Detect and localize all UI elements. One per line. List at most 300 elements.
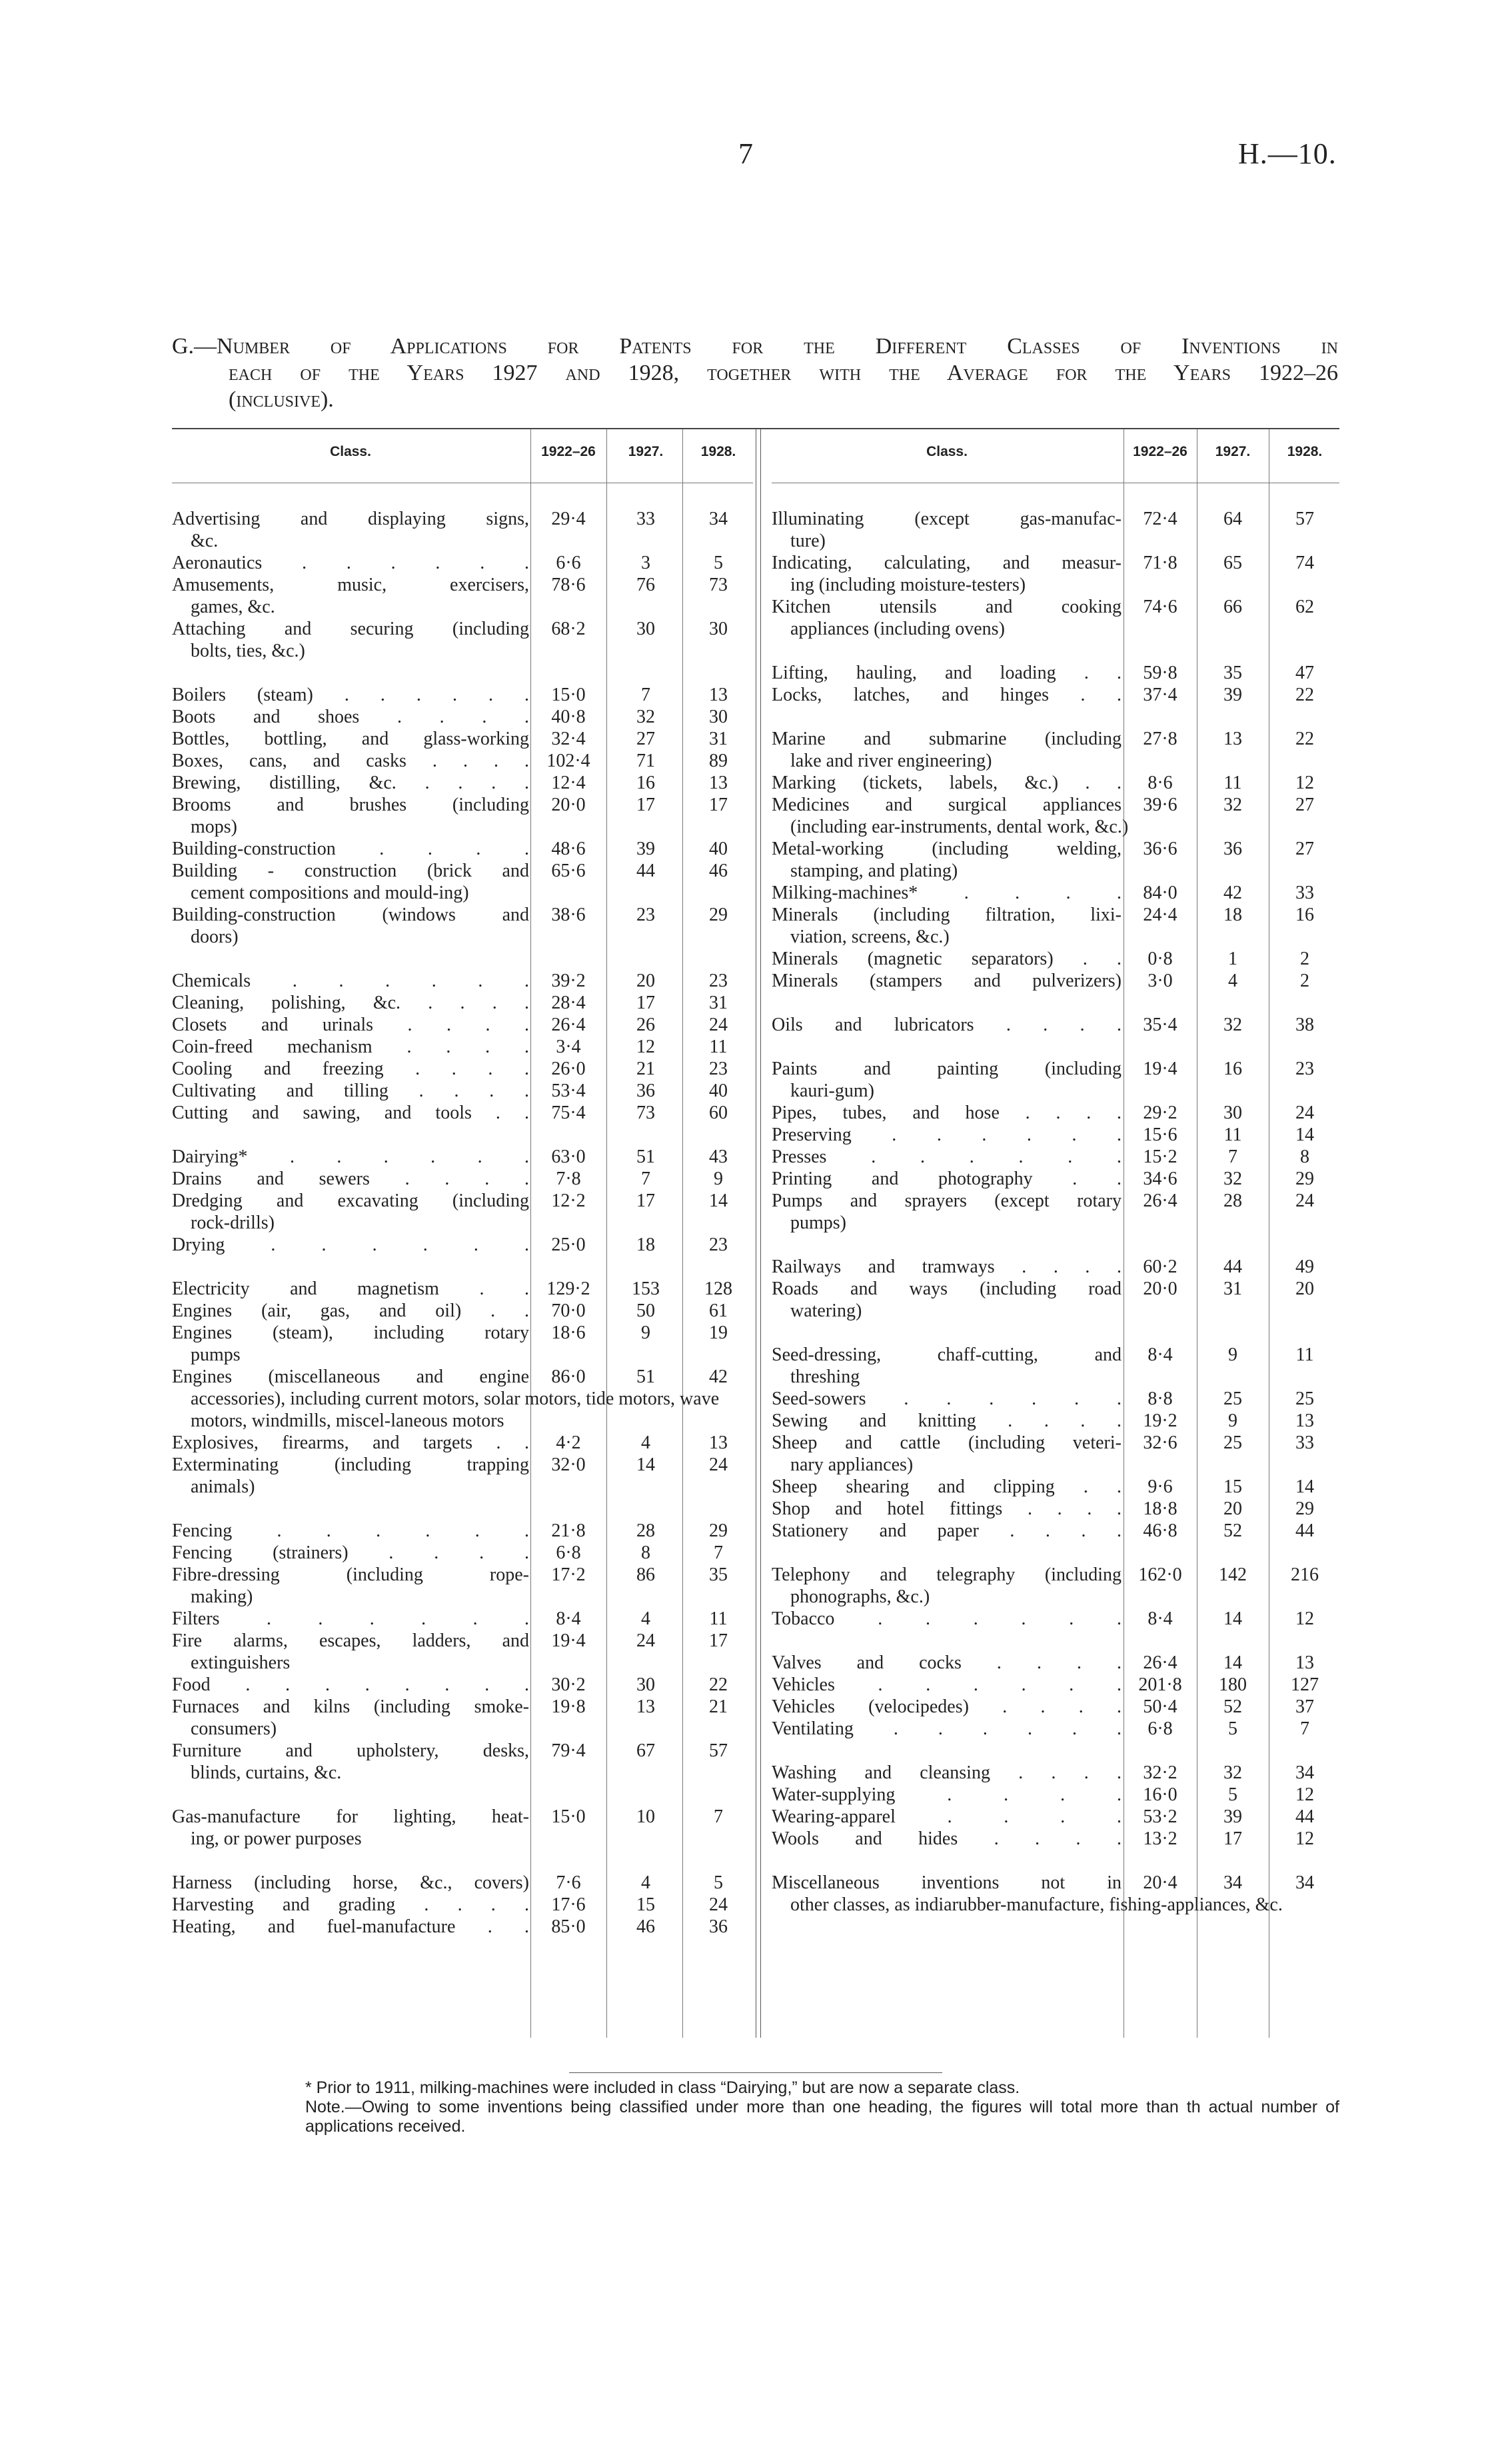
table-row: [172, 1146, 753, 1168]
class-name-continued: threshing: [790, 1366, 860, 1387]
row-group: [772, 1564, 1339, 1630]
table-row: [772, 1432, 1339, 1476]
table-row: [172, 1916, 753, 1938]
class-name-continued: making): [191, 1586, 253, 1607]
count-1928: 33: [1295, 1432, 1314, 1453]
average-1922-26: 21·8: [551, 1520, 586, 1541]
class-name: Sewing and knitting . . . .: [772, 1410, 1122, 1431]
average-1922-26: 26·4: [1143, 1652, 1177, 1673]
average-1922-26: 35·4: [1143, 1015, 1177, 1035]
class-name-continued: ture): [790, 531, 826, 551]
count-1928: 27: [1295, 795, 1314, 815]
class-name-continued: mops): [191, 817, 237, 837]
class-name-continued: viation, screens, &c.): [790, 927, 950, 947]
average-1922-26: 68·2: [551, 619, 586, 639]
count-1927: 13: [636, 1696, 655, 1717]
table-row: [172, 1278, 753, 1300]
table-grid: [172, 429, 1339, 2038]
average-1922-26: 48·6: [551, 839, 586, 859]
class-name: Roads and ways (including road: [772, 1278, 1122, 1299]
class-name: Coin-freed mechanism . . . .: [172, 1037, 529, 1057]
table-row: [772, 970, 1339, 992]
average-1922-26: 15·0: [551, 1806, 586, 1827]
class-name: Cooling and freezing . . . .: [172, 1059, 529, 1079]
average-1922-26: 19·4: [551, 1630, 586, 1651]
table-row: [172, 750, 753, 772]
class-name-continued: appliances (including ovens): [790, 619, 1005, 639]
class-name: Cutting and sawing, and tools . .: [172, 1103, 529, 1123]
table-row: [772, 1476, 1339, 1498]
class-name-continued: extinguishers: [191, 1652, 291, 1673]
average-1922-26: 60·2: [1143, 1256, 1177, 1277]
average-1922-26: 129·2: [546, 1278, 590, 1299]
count-1927: 9: [1228, 1344, 1237, 1365]
count-1928: 23: [709, 971, 728, 991]
count-1928: 12: [1295, 1828, 1314, 1849]
count-1928: 12: [1295, 773, 1314, 793]
count-1928: 11: [709, 1037, 728, 1057]
table-row: [772, 1058, 1339, 1102]
count-1927: 5: [1228, 1718, 1237, 1739]
row-group: [172, 1872, 753, 1938]
class-name-continued: consumers): [191, 1718, 277, 1739]
average-1922-26: 20·0: [1143, 1278, 1177, 1299]
table-row: [772, 1388, 1339, 1410]
average-1922-26: 8·8: [1147, 1388, 1173, 1409]
count-1927: 4: [641, 1872, 650, 1893]
class-name-continued: pumps): [790, 1213, 846, 1233]
count-1927: 180: [1219, 1674, 1247, 1695]
count-1928: 24: [709, 1894, 728, 1915]
average-1922-26: 6·8: [556, 1542, 581, 1563]
class-name: Railways and tramways . . . .: [772, 1256, 1122, 1277]
count-1927: 31: [1223, 1278, 1242, 1299]
count-1928: 42: [709, 1366, 728, 1387]
row-group: [172, 1806, 753, 1850]
heading-line-2: each of the Years 1927 and 1928, together with the Average for the Years 1922–26: [229, 360, 1338, 385]
count-1927: 50: [636, 1300, 655, 1321]
table-row: [172, 970, 753, 992]
count-1927: 32: [1223, 795, 1242, 815]
header-1928: 1928.: [700, 444, 736, 459]
table-row: [172, 860, 753, 904]
class-name: Advertising and displaying signs,: [172, 509, 529, 529]
count-1928: 20: [1295, 1278, 1314, 1299]
document-reference: H.—10.: [1238, 137, 1337, 170]
page-number: 7: [738, 137, 753, 170]
count-1927: 30: [636, 619, 655, 639]
table-row: [772, 1674, 1339, 1696]
class-name: Marine and submarine (including: [772, 729, 1122, 749]
class-name-continued: bolts, ties, &c.): [191, 641, 305, 661]
average-1922-26: 7·8: [556, 1169, 581, 1189]
average-1922-26: 85·0: [551, 1916, 586, 1937]
class-name: Pumps and sprayers (except rotary: [772, 1191, 1122, 1211]
count-1927: 13: [1223, 729, 1242, 749]
average-1922-26: 25·0: [551, 1234, 586, 1255]
table-row: [172, 1674, 753, 1696]
class-name: Harness (including horse, &c., covers): [172, 1872, 529, 1893]
count-1928: 89: [709, 751, 728, 771]
average-1922-26: 6·6: [556, 553, 581, 573]
table-row: [772, 728, 1339, 772]
count-1928: 61: [709, 1300, 728, 1321]
row-group: [772, 1256, 1339, 1322]
count-1928: 13: [1295, 1652, 1314, 1673]
count-1927: 9: [1228, 1410, 1237, 1431]
count-1927: 15: [636, 1894, 655, 1915]
count-1927: 52: [1223, 1696, 1242, 1717]
left-rows: [172, 508, 753, 1960]
count-1928: 23: [709, 1234, 728, 1255]
count-1928: 35: [709, 1564, 728, 1585]
count-1928: 17: [709, 795, 728, 815]
count-1928: 2: [1300, 971, 1309, 991]
average-1922-26: 84·0: [1143, 883, 1177, 903]
class-name: Gas-manufacture for lighting, heat-: [172, 1806, 529, 1827]
count-1928: 13: [709, 1432, 728, 1453]
average-1922-26: 79·4: [551, 1740, 586, 1761]
class-name: Wools and hides . . . .: [772, 1828, 1122, 1849]
count-1928: 29: [709, 905, 728, 925]
average-1922-26: 32·2: [1143, 1762, 1177, 1783]
average-1922-26: 20·0: [551, 795, 586, 815]
average-1922-26: 70·0: [551, 1300, 586, 1321]
class-name: Engines (steam), including rotary: [172, 1322, 529, 1343]
table-row: [772, 882, 1339, 904]
table-row: [772, 1784, 1339, 1806]
table-row: [172, 1014, 753, 1036]
average-1922-26: 17·6: [551, 1894, 586, 1915]
count-1928: 23: [1295, 1059, 1314, 1079]
average-1922-26: 3·0: [1147, 971, 1173, 991]
class-name: Washing and cleansing . . . .: [772, 1762, 1122, 1783]
class-name-continued: lake and river engineering): [790, 751, 992, 771]
average-1922-26: 46·8: [1143, 1520, 1177, 1541]
count-1927: 34: [1223, 1872, 1242, 1893]
average-1922-26: 32·6: [1143, 1432, 1177, 1453]
count-1928: 7: [714, 1806, 723, 1827]
table-row: [772, 772, 1339, 794]
class-name: Attaching and securing (including: [172, 619, 529, 639]
count-1927: 7: [641, 685, 650, 705]
count-1927: 73: [636, 1103, 655, 1123]
class-name: Engines (air, gas, and oil) . .: [172, 1300, 529, 1321]
row-group: [772, 728, 1339, 992]
count-1928: 31: [709, 993, 728, 1013]
table-row: [772, 1608, 1339, 1630]
table-row: [772, 1806, 1339, 1828]
count-1928: 34: [1295, 1872, 1314, 1893]
row-group: [172, 1520, 753, 1784]
count-1928: 40: [709, 839, 728, 859]
class-name: Amusements, music, exercisers,: [172, 575, 529, 595]
count-1927: 11: [1223, 1125, 1242, 1145]
count-1927: 66: [1223, 597, 1242, 617]
class-name-continued: games, &c.: [191, 597, 275, 617]
left-half: [172, 429, 753, 2038]
table-row: [172, 1894, 753, 1916]
count-1928: 22: [709, 1674, 728, 1695]
count-1927: 17: [636, 993, 655, 1013]
count-1928: 34: [709, 509, 728, 529]
count-1927: 67: [636, 1740, 655, 1761]
count-1927: 36: [1223, 839, 1242, 859]
average-1922-26: 63·0: [551, 1147, 586, 1167]
count-1927: 8: [641, 1542, 650, 1563]
count-1927: 20: [1223, 1498, 1242, 1519]
count-1927: 30: [1223, 1103, 1242, 1123]
average-1922-26: 12·4: [551, 773, 586, 793]
count-1928: 29: [1295, 1498, 1314, 1519]
count-1927: 21: [636, 1059, 655, 1079]
table-row: [772, 1344, 1339, 1388]
count-1927: 39: [636, 839, 655, 859]
average-1922-26: 4·2: [556, 1432, 581, 1453]
average-1922-26: 102·4: [546, 751, 590, 771]
count-1928: 46: [709, 861, 728, 881]
class-name: Presses . . . . . .: [772, 1147, 1122, 1167]
average-1922-26: 53·4: [551, 1081, 586, 1101]
class-name: Sheep and cattle (including veteri-: [772, 1432, 1122, 1453]
count-1927: 46: [636, 1916, 655, 1937]
table-row: [772, 684, 1339, 706]
count-1927: 23: [636, 905, 655, 925]
table-row: [772, 1278, 1339, 1322]
count-1928: 34: [1295, 1762, 1314, 1783]
table-row: [172, 618, 753, 662]
table-row: [172, 508, 753, 552]
average-1922-26: 8·4: [1147, 1608, 1173, 1629]
average-1922-26: 34·6: [1143, 1169, 1177, 1189]
average-1922-26: 28·4: [551, 993, 586, 1013]
count-1928: 22: [1295, 685, 1314, 705]
table-row: [772, 1652, 1339, 1674]
count-1928: 27: [1295, 839, 1314, 859]
table-row: [772, 1102, 1339, 1124]
table-row: [172, 1058, 753, 1080]
count-1927: 17: [1223, 1828, 1242, 1849]
average-1922-26: 71·8: [1143, 553, 1177, 573]
average-1922-26: 19·4: [1143, 1059, 1177, 1079]
average-1922-26: 40·8: [551, 707, 586, 727]
class-name: Filters . . . . . .: [172, 1608, 529, 1629]
class-name: Electricity and magnetism . .: [172, 1278, 529, 1299]
table-row: [172, 1520, 753, 1542]
count-1928: 73: [709, 575, 728, 595]
count-1928: 49: [1295, 1256, 1314, 1277]
table-row: [172, 1080, 753, 1102]
average-1922-26: 15·6: [1143, 1125, 1177, 1145]
count-1928: 57: [1295, 509, 1314, 529]
class-name: Furnaces and kilns (including smoke-: [172, 1696, 529, 1717]
row-group: [172, 508, 753, 662]
count-1927: 153: [632, 1278, 660, 1299]
header-class: Class.: [330, 444, 371, 459]
class-name: Food . . . . . . . .: [172, 1674, 529, 1695]
count-1927: 3: [641, 553, 650, 573]
class-name-continued: blinds, curtains, &c.: [191, 1762, 342, 1783]
count-1927: 44: [636, 861, 655, 881]
count-1928: 2: [1300, 949, 1309, 969]
count-1927: 4: [641, 1608, 650, 1629]
count-1927: 10: [636, 1806, 655, 1827]
average-1922-26: 16·0: [1143, 1784, 1177, 1805]
table-row: [172, 1300, 753, 1322]
right-half: [772, 429, 1339, 2038]
count-1928: 14: [1295, 1476, 1314, 1497]
count-1928: 44: [1295, 1520, 1314, 1541]
class-name: Minerals (stampers and pulverizers): [772, 971, 1122, 991]
count-1928: 11: [1295, 1344, 1314, 1365]
count-1927: 42: [1223, 883, 1242, 903]
average-1922-26: 13·2: [1143, 1828, 1177, 1849]
table-row: [772, 838, 1339, 882]
row-group: [772, 662, 1339, 706]
row-group: [772, 508, 1339, 640]
count-1927: 5: [1228, 1784, 1237, 1805]
count-1928: 5: [714, 1872, 723, 1893]
count-1928: 13: [1295, 1410, 1314, 1431]
count-1928: 7: [714, 1542, 723, 1563]
count-1927: 1: [1228, 949, 1237, 969]
class-name: Aeronautics . . . . . .: [172, 553, 529, 573]
table-row: [772, 1520, 1339, 1542]
count-1928: 23: [709, 1059, 728, 1079]
class-name: Fencing (strainers) . . . .: [172, 1542, 529, 1563]
average-1922-26: 86·0: [551, 1366, 586, 1387]
count-1927: 4: [641, 1432, 650, 1453]
average-1922-26: 15·0: [551, 685, 586, 705]
row-group: [172, 1278, 753, 1498]
class-name: Explosives, firearms, and targets . .: [172, 1432, 529, 1453]
class-name-continued: cement compositions and mould-ing): [191, 883, 469, 903]
table-row: [172, 1872, 753, 1894]
count-1928: 14: [709, 1191, 728, 1211]
table-row: [772, 1564, 1339, 1608]
table-row: [172, 794, 753, 838]
table-row: [772, 1410, 1339, 1432]
count-1927: 9: [641, 1322, 650, 1343]
class-name-continued: doors): [191, 927, 239, 947]
count-1928: 37: [1295, 1696, 1314, 1717]
class-name: Chemicals . . . . . .: [172, 971, 529, 991]
average-1922-26: 39·2: [551, 971, 586, 991]
class-name: Vehicles (velocipedes) . . . .: [772, 1696, 1122, 1717]
count-1927: 14: [1223, 1608, 1242, 1629]
count-1928: 31: [709, 729, 728, 749]
count-1928: 14: [1295, 1125, 1314, 1145]
count-1927: 71: [636, 751, 655, 771]
average-1922-26: 18·6: [551, 1322, 586, 1343]
table-row: [172, 728, 753, 750]
average-1922-26: 26·4: [551, 1015, 586, 1035]
header-1928: 1928.: [1287, 444, 1323, 459]
class-name: Lifting, hauling, and loading . .: [772, 663, 1122, 683]
class-name: Dredging and excavating (including: [172, 1191, 529, 1211]
count-1927: 16: [1223, 1059, 1242, 1079]
table-row: [772, 1256, 1339, 1278]
count-1928: 22: [1295, 729, 1314, 749]
count-1927: 32: [1223, 1169, 1242, 1189]
average-1922-26: 26·0: [551, 1059, 586, 1079]
count-1927: 7: [1228, 1147, 1237, 1167]
table-row: [172, 574, 753, 618]
count-1928: 60: [709, 1103, 728, 1123]
class-name: Seed-sowers . . . . . .: [772, 1388, 1122, 1409]
row-group: [772, 1014, 1339, 1036]
class-name: Locks, latches, and hinges . .: [772, 685, 1122, 705]
average-1922-26: 9·6: [1147, 1476, 1173, 1497]
count-1927: 25: [1223, 1432, 1242, 1453]
count-1928: 47: [1295, 663, 1314, 683]
count-1928: 24: [709, 1015, 728, 1035]
count-1928: 24: [1295, 1103, 1314, 1123]
class-name: Seed-dressing, chaff-cutting, and: [772, 1344, 1122, 1365]
table-row: [172, 1190, 753, 1234]
table-row: [172, 1740, 753, 1784]
average-1922-26: 37·4: [1143, 685, 1177, 705]
footnote-rule: [569, 2072, 942, 2073]
class-name-continued: ing (including moisture-testers): [790, 575, 1026, 595]
average-1922-26: 53·2: [1143, 1806, 1177, 1827]
count-1928: 16: [1295, 905, 1314, 925]
count-1927: 65: [1223, 553, 1242, 573]
average-1922-26: 162·0: [1138, 1564, 1182, 1585]
count-1927: 16: [636, 773, 655, 793]
class-name: Fencing . . . . . .: [172, 1520, 529, 1541]
average-1922-26: 24·4: [1143, 905, 1177, 925]
class-name: Boots and shoes . . . .: [172, 707, 529, 727]
count-1928: 128: [704, 1278, 732, 1299]
table-row: [772, 662, 1339, 684]
footnotes: [172, 2072, 1339, 2136]
table-center-divider: [756, 429, 761, 2038]
average-1922-26: 74·6: [1143, 597, 1177, 617]
count-1928: 7: [1300, 1718, 1309, 1739]
table-row: [172, 684, 753, 706]
average-1922-26: 30·2: [551, 1674, 586, 1695]
table-row: [772, 1124, 1339, 1146]
count-1928: 30: [709, 707, 728, 727]
average-1922-26: 6·8: [1147, 1718, 1173, 1739]
count-1928: 30: [709, 619, 728, 639]
class-name: Engines (miscellaneous and engine: [172, 1366, 529, 1387]
table-row: [172, 1608, 753, 1630]
class-name: Ventilating . . . . . .: [772, 1718, 1122, 1739]
table-row: [772, 1190, 1339, 1234]
heading-line-1: G.—Number of Applications for Patents for the Different Classes of Inventions in: [172, 334, 1338, 359]
class-name: Furniture and upholstery, desks,: [172, 1740, 529, 1761]
class-name-continued: pumps: [191, 1344, 241, 1365]
average-1922-26: 26·4: [1143, 1191, 1177, 1211]
table-row: [772, 1762, 1339, 1784]
table-row: [172, 1366, 753, 1432]
count-1927: 35: [1223, 663, 1242, 683]
table-row: [772, 1146, 1339, 1168]
table-row: [172, 1432, 753, 1454]
class-name: Cleaning, polishing, &c. . . . .: [172, 993, 529, 1013]
class-name: Illuminating (except gas-manufac-: [772, 509, 1122, 529]
count-1927: 12: [636, 1037, 655, 1057]
row-group: [772, 1652, 1339, 1740]
footnote-milking: * Prior to 1911, milking-machines were included in class “Dairying,” but are now a separate class.: [305, 2078, 1020, 2097]
class-name: Fire alarms, escapes, ladders, and: [172, 1630, 529, 1651]
average-1922-26: 3·4: [556, 1037, 581, 1057]
average-1922-26: 29·4: [551, 509, 586, 529]
header-avg: 1922–26: [541, 444, 596, 459]
class-name-continued: nary appliances): [790, 1454, 914, 1475]
